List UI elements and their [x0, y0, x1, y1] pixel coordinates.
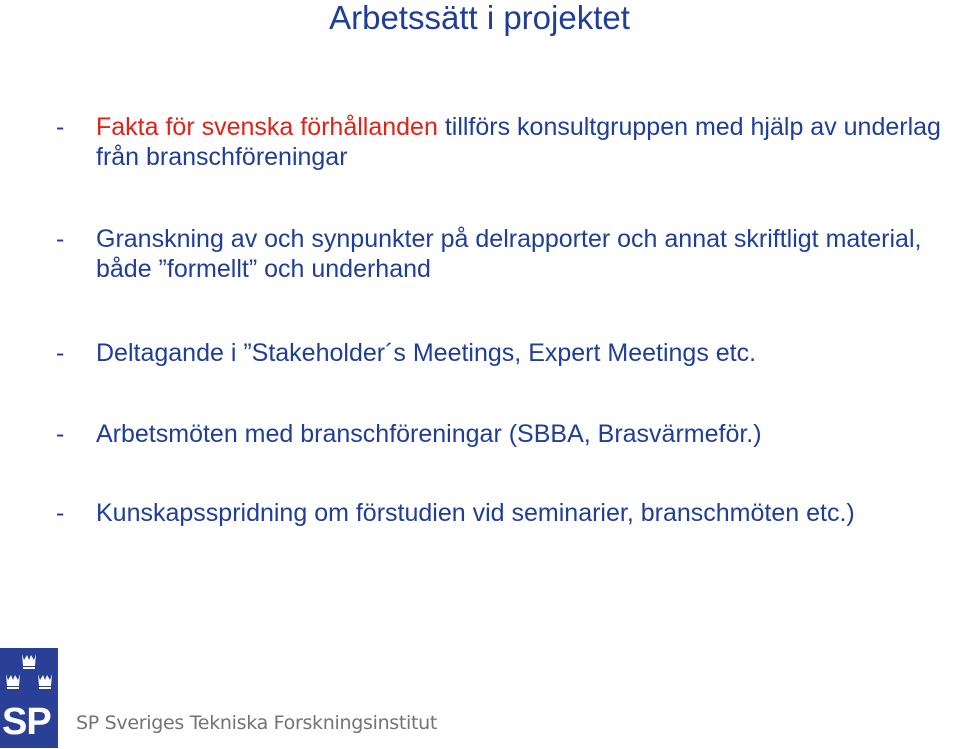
bullet-text-part: Arbetsmöten med branschföreningar [96, 420, 509, 448]
bullet-dash: - [56, 499, 65, 527]
bullet-item [56, 419, 956, 449]
bullet-text-part: Kunskapsspridning om förstudien [96, 499, 473, 527]
bullet-text-highlight: Fakta för svenska förhållanden [96, 113, 445, 141]
logo-letters: SP [2, 701, 51, 743]
bullet-text-rest: och annat skriftligt material, både ”formellt” och underhand [96, 225, 922, 283]
bullet-item [56, 224, 956, 284]
page-title: Arbetssätt i projektet [329, 0, 630, 36]
bullet-text [96, 498, 956, 528]
bullet-text [96, 338, 956, 368]
bullet-text-rest: vid seminarier, branschmöten etc.) [472, 499, 855, 527]
bullet-text-rest: (SBBA, Brasvärmeför.) [508, 420, 762, 448]
bullet-item [56, 338, 956, 368]
bullet-dash: - [56, 339, 65, 367]
bullet-text-rest: tillförs konsultgruppen med hjälp av underlag från branschföreningar [96, 113, 941, 171]
bullet-text-rest: , Expert Meetings etc. [514, 339, 757, 367]
bullet-item [56, 498, 956, 528]
bullet-dash: - [56, 113, 65, 141]
bullet-dash: - [56, 225, 65, 253]
bullet-text-part: Granskning av och synpunkter på delrapporter [96, 225, 618, 253]
bullet-text [96, 224, 956, 284]
bullet-item [56, 112, 956, 172]
bullet-text-part: Deltagande i ”Stakeholder´s Meetings [96, 339, 515, 367]
three-crowns-icon [0, 648, 58, 704]
bullet-dash: - [56, 420, 65, 448]
organization-name: SP Sveriges Tekniska Forskningsinstitut [76, 712, 438, 734]
sp-logo [0, 648, 58, 748]
bullet-text [96, 112, 956, 172]
bullet-text [96, 419, 956, 449]
